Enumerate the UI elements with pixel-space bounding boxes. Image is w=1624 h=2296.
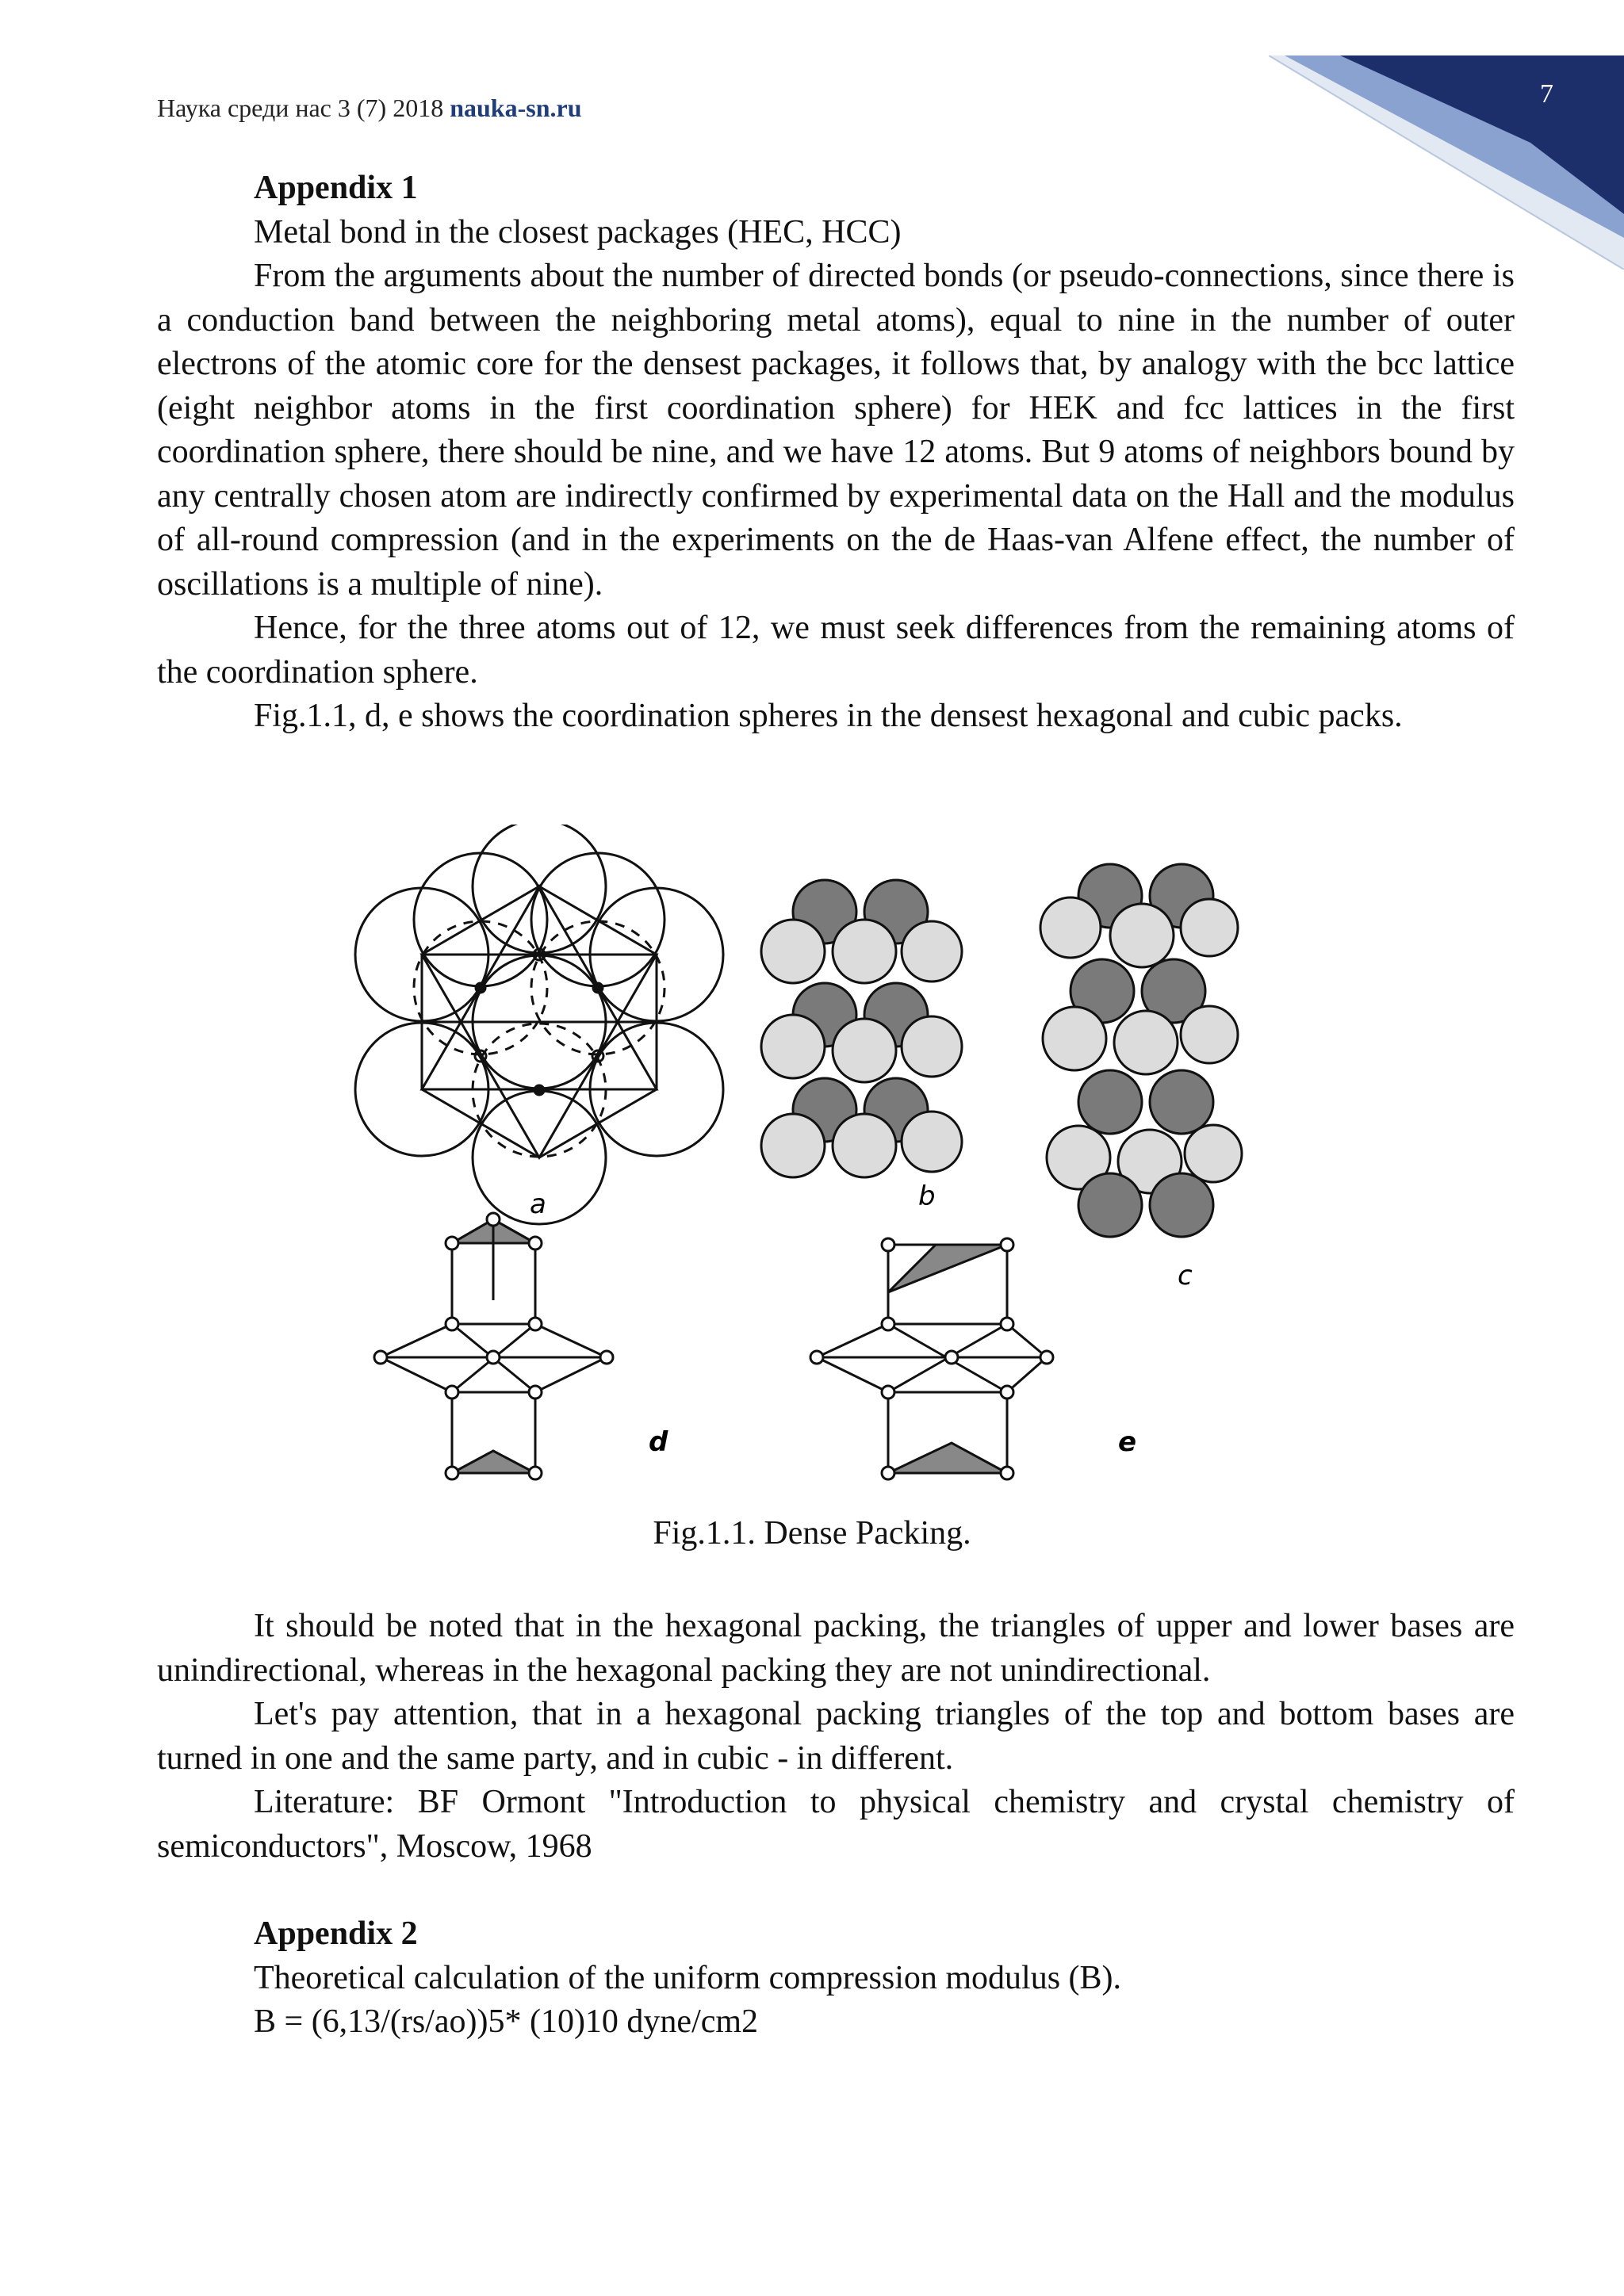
formula: B = (6,13/(rs/ao))5* (10)10 dyne/cm2 [254,2003,759,2040]
panel-b-drawing [761,880,962,1177]
figure-caption: Fig.1.1. Dense Packing. [653,1515,971,1552]
panel-e-label: e [1118,1426,1137,1458]
journal-header [157,94,581,123]
appendix-1-subtitle: Metal bond in the closest packages (HEC, HCC) [254,213,902,251]
appendix-2-section [157,1912,1515,2045]
discussion-section [157,1605,1515,1869]
paragraph: It should be noted that in the hexagonal packing, the triangles of upper and lower bases are unindirectional, whereas in the hexagonal packing they are not unindirectional. [157,1608,1515,1689]
panel-b-label: b [918,1181,936,1212]
paragraph: From the arguments about the number of directed bonds (or pseudo-connections, since there is a conduction band between the neighboring metal atoms), equal to nine in the number of outer electrons of the atomic core for the densest packages, it follows that, by analogy with the bcc lattice (eight neighbor atoms in the first coordination sphere) for HEK and fcc lattices in the first coordination sphere, there should be nine, and we have 12 atoms. But 9 atoms of neighbors bound by any centrally chosen atom are indirectly confirmed by experimental data on the Hall and the modulus of all-round compression (and in the experiments on the de Haas-van Alfene effect, the number of oscillations is a multiple of nine). [157,258,1515,603]
site-link[interactable]: nauka-sn.ru [450,94,582,122]
appendix-2-heading: Appendix 2 [254,1915,418,1952]
panel-a-label: a [530,1188,546,1220]
appendix-1-section [157,166,1515,739]
panel-e-drawing [810,1238,1053,1479]
dense-packing-figure [349,825,1308,1522]
journal-title: Наука среди нас 3 (7) 2018 [157,94,444,122]
panel-d-label: d [649,1426,668,1458]
appendix-2-line: Theoretical calculation of the uniform compression modulus (B). [254,1959,1122,1996]
appendix-1-heading: Appendix 1 [254,170,418,206]
literature-reference: Literature: BF Ormont "Introduction to physical chemistry and crystal chemistry of semiconductors", Moscow, 1968 [157,1784,1515,1865]
paragraph: Fig.1.1, d, e shows the coordination spheres in the densest hexagonal and cubic packs. [254,698,1403,734]
paragraph: Let's pay attention, that in a hexagonal packing triangles of the top and bottom bases are turned in one and the same party, and in cubic - in different. [157,1696,1515,1777]
panel-c-drawing [1040,864,1242,1237]
paragraph: Hence, for the three atoms out of 12, we must seek differences from the remaining atoms of the coordination sphere. [157,610,1515,691]
panel-d-drawing [374,1213,613,1479]
panel-c-label: c [1178,1260,1193,1292]
panel-a-drawing [355,825,723,1224]
page-number: 7 [1540,79,1553,109]
